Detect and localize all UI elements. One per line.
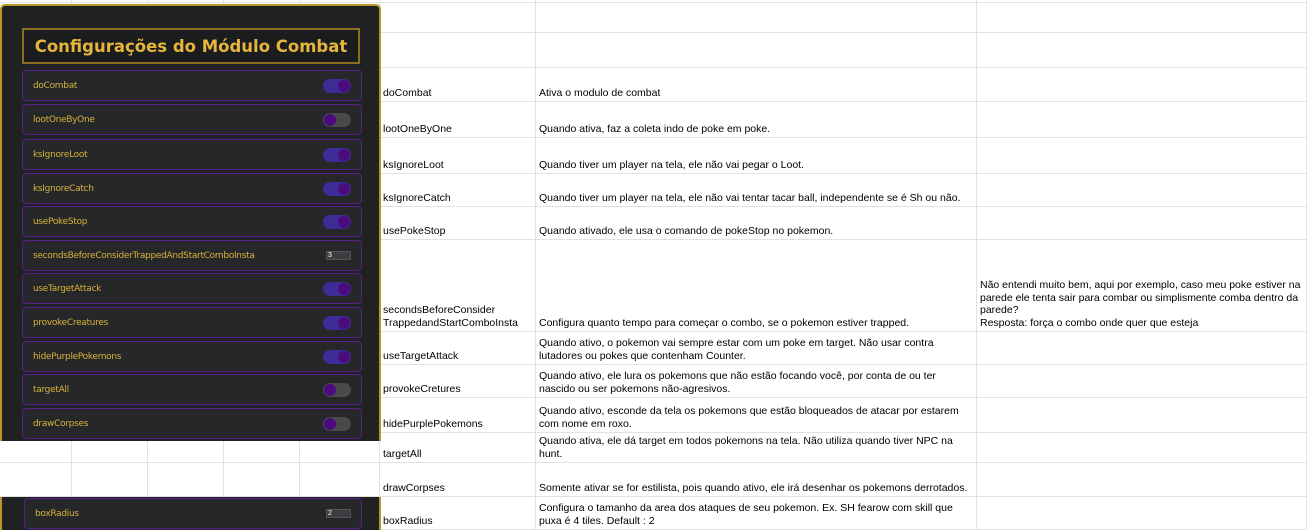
cell[interactable] xyxy=(300,0,380,2)
option-label: ksIgnoreCatch xyxy=(33,183,94,194)
number-input[interactable]: 2 xyxy=(326,509,351,518)
cell-setting-name[interactable]: drawCorpses xyxy=(380,463,536,496)
cell-description[interactable]: Configura quanto tempo para começar o combo, se o pokemon estiver trapped. xyxy=(536,240,977,331)
cell-setting-name[interactable] xyxy=(380,33,536,67)
option-label: lootOneByOne xyxy=(33,114,95,125)
cell-setting-name[interactable]: secondsBeforeConsider TrappedandStartComboInsta xyxy=(380,240,536,331)
cell-setting-name[interactable]: useTargetAttack xyxy=(380,332,536,364)
option-secondsBeforeConsiderTrappedAndStartComboInsta xyxy=(22,240,362,271)
cell-note[interactable] xyxy=(977,138,1307,173)
cell-description[interactable]: Quando ativo, ele lura os pokemons que não estão focando você, por conta de ou ter nascido ou ser pokemons não-agresivos. xyxy=(536,365,977,397)
option-label: useTargetAttack xyxy=(33,283,102,294)
toggle-switch[interactable] xyxy=(323,148,351,162)
toggle-knob xyxy=(338,80,350,92)
number-input[interactable]: 3 xyxy=(326,251,351,260)
option-provokeCreatures xyxy=(22,307,362,338)
cell-note[interactable] xyxy=(977,3,1307,32)
cell-description[interactable]: Quando ativo, o pokemon vai sempre estar com um poke em target. Não usar contra lutadores ou pokes que contenham Counter. xyxy=(536,332,977,364)
cell[interactable] xyxy=(224,0,300,2)
cell-note[interactable] xyxy=(977,33,1307,67)
toggle-switch[interactable] xyxy=(323,350,351,364)
toggle-knob xyxy=(324,114,336,126)
toggle-switch[interactable] xyxy=(323,417,351,431)
cell-setting-name[interactable]: doCombat xyxy=(380,68,536,101)
cell-description[interactable]: Configura o tamanho da area dos ataques de seu pokemon. Ex. SH fearow com skill que puxa é 4 tiles. Default : 2 xyxy=(536,497,977,529)
toggle-switch[interactable] xyxy=(323,383,351,397)
option-boxRadius xyxy=(24,498,362,529)
combat-settings-panel-fragment xyxy=(0,497,381,530)
cell-setting-name[interactable]: hidePurplePokemons xyxy=(380,398,536,432)
cell-note[interactable] xyxy=(977,398,1307,432)
option-ksIgnoreLoot xyxy=(22,139,362,170)
toggle-knob xyxy=(324,418,336,430)
option-drawCorpses xyxy=(22,408,362,439)
panel-title: Configurações do Módulo Combat xyxy=(22,28,360,64)
option-label: ksIgnoreLoot xyxy=(33,149,88,160)
toggle-knob xyxy=(338,183,350,195)
option-doCombat xyxy=(22,70,362,101)
cell-note[interactable] xyxy=(977,207,1307,239)
cell-description[interactable]: Ativa o modulo de combat xyxy=(536,68,977,101)
toggle-knob xyxy=(338,283,350,295)
cell-description[interactable]: Quando ativa, faz a coleta indo de poke em poke. xyxy=(536,102,977,137)
cell[interactable] xyxy=(0,463,72,496)
option-useTargetAttack xyxy=(22,273,362,304)
cell-setting-name[interactable] xyxy=(380,3,536,32)
toggle-switch[interactable] xyxy=(323,282,351,296)
cell-setting-name[interactable]: lootOneByOne xyxy=(380,102,536,137)
cell[interactable] xyxy=(224,463,300,496)
cell[interactable] xyxy=(0,0,72,2)
cell-description[interactable]: Quando tiver um player na tela, ele não vai pegar o Loot. xyxy=(536,138,977,173)
option-ksIgnoreCatch xyxy=(22,173,362,204)
cell-note[interactable] xyxy=(977,0,1307,2)
option-label: doCombat xyxy=(33,80,78,91)
cell-description[interactable]: Quando ativo, esconde da tela os pokemons que estão bloqueados de atacar por estarem com nome em roxo. xyxy=(536,398,977,432)
option-lootOneByOne xyxy=(22,104,362,135)
toggle-switch[interactable] xyxy=(323,215,351,229)
option-targetAll xyxy=(22,374,362,405)
option-label: provokeCreatures xyxy=(33,317,108,328)
cell-note[interactable] xyxy=(977,463,1307,496)
cell-description[interactable]: Quando ativa, ele dá target em todos pokemons na tela. Não utiliza quando tiver NPC na hunt. xyxy=(536,433,977,462)
cell-description[interactable] xyxy=(536,0,977,2)
cell[interactable] xyxy=(72,0,148,2)
toggle-switch[interactable] xyxy=(323,79,351,93)
option-label: targetAll xyxy=(33,384,69,395)
cell-setting-name[interactable]: boxRadius xyxy=(380,497,536,529)
toggle-knob xyxy=(338,351,350,363)
toggle-knob xyxy=(324,384,336,396)
cell[interactable] xyxy=(72,463,148,496)
option-label: drawCorpses xyxy=(33,418,89,429)
cell-note[interactable] xyxy=(977,68,1307,101)
cell-description[interactable]: Quando tiver um player na tela, ele não vai tentar tacar ball, independente se é Sh ou não. xyxy=(536,174,977,206)
option-usePokeStop xyxy=(22,206,362,237)
combat-settings-panel xyxy=(0,4,381,441)
cell-setting-name[interactable]: provokeCretures xyxy=(380,365,536,397)
cell-setting-name[interactable]: ksIgnoreLoot xyxy=(380,138,536,173)
toggle-knob xyxy=(338,149,350,161)
cell-description[interactable] xyxy=(536,3,977,32)
cell-note[interactable] xyxy=(977,174,1307,206)
cell-setting-name[interactable] xyxy=(380,0,536,2)
cell-setting-name[interactable]: usePokeStop xyxy=(380,207,536,239)
option-label: usePokeStop xyxy=(33,216,88,227)
cell-note[interactable] xyxy=(977,332,1307,364)
cell-setting-name[interactable]: ksIgnoreCatch xyxy=(380,174,536,206)
cell[interactable] xyxy=(300,463,380,496)
cell[interactable] xyxy=(148,463,224,496)
cell-note[interactable] xyxy=(977,497,1307,529)
cell-note[interactable] xyxy=(977,102,1307,137)
option-label: secondsBeforeConsiderTrappedAndStartComboInsta xyxy=(33,250,255,261)
table-row xyxy=(0,463,1307,497)
cell-note[interactable]: Não entendi muito bem, aqui por exemplo, caso meu poke estiver na parede ele tenta sair para combar ou simplismente comba dentro da parede? Resposta: força o combo onde quer que esteja xyxy=(977,240,1307,331)
cell[interactable] xyxy=(148,0,224,2)
option-label: hidePurplePokemons xyxy=(33,351,122,362)
toggle-switch[interactable] xyxy=(323,316,351,330)
cell-description[interactable]: Somente ativar se for estilista, pois quando ativo, ele irá desenhar os pokemons derrotados. xyxy=(536,463,977,496)
toggle-switch[interactable] xyxy=(323,113,351,127)
cell-note[interactable] xyxy=(977,365,1307,397)
cell-note[interactable] xyxy=(977,433,1307,462)
option-hidePurplePokemons xyxy=(22,341,362,372)
toggle-switch[interactable] xyxy=(323,182,351,196)
toggle-knob xyxy=(338,317,350,329)
option-label: boxRadius xyxy=(35,508,79,519)
cell-setting-name[interactable]: targetAll xyxy=(380,433,536,462)
cell-description[interactable] xyxy=(536,33,977,67)
toggle-knob xyxy=(338,216,350,228)
cell-description[interactable]: Quando ativado, ele usa o comando de pokeStop no pokemon. xyxy=(536,207,977,239)
